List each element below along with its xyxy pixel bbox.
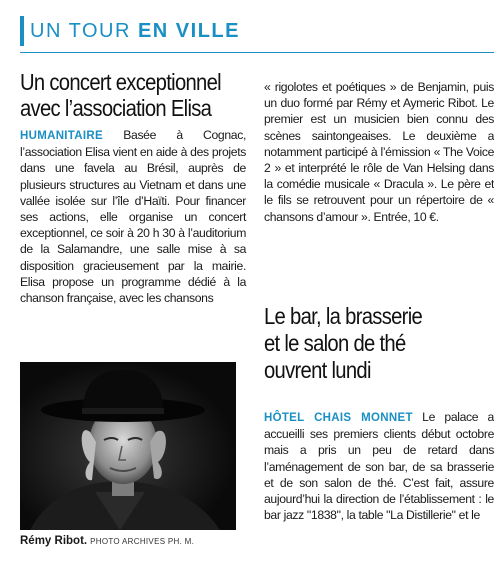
article2-headline — [264, 303, 466, 384]
article2-title-line3: ouvrent lundi — [264, 357, 371, 383]
article2-body-column — [264, 409, 494, 523]
caption-name: Rémy Ribot. — [20, 535, 88, 547]
article2-paragraph — [264, 409, 494, 523]
rubric-bar — [20, 16, 24, 46]
section-title — [30, 20, 240, 43]
article2-title-line2: et le salon de thé — [264, 330, 406, 356]
rubric-divider — [20, 52, 494, 53]
article2-kicker: HÔTEL CHAIS MONNET — [264, 412, 413, 424]
article1-body-left-paragraph — [20, 127, 246, 306]
article1-left-column — [20, 69, 246, 306]
article1-body-right: « rigolotes et poétiques » de Benjamin, puis un duo formé par Rémy et Aymeric Ribot. Le premier est un musicien bien connu des scènes saintongeaises. Le deuxième a notamment participé à l’émission « The Voice 2 » et interprété le rôle de Van Helsing dans la comédie musicale « Dracula ». Le père et le fils se retrouvent pour un répertoire de « chansons d’amour ». Entrée, 10 €. — [264, 80, 494, 224]
article1-body-left: Basée à Cognac, l’association Elisa vient en aide à des projets dans une favela au Brésil, auprès de plusieurs structures au Vietnam et dans une vallée isolée sur l’île d’Haïti. Pour financer ses actions, elle organise un concert exceptionnel, ce soir à 20 h 30 à l’auditorium de la Salamandre, une salle mise à sa disposition gracieusement par la mairie. Elisa propose un programme dédié à la chanson française, avec les chansons — [20, 128, 246, 306]
article1-title-line2: avec l’association Elisa — [20, 95, 212, 121]
section-suffix: EN VILLE — [137, 19, 240, 42]
section-prefix: UN TOUR — [30, 19, 131, 42]
article1-headline — [20, 69, 219, 121]
article1-title-line1: Un concert exceptionnel — [20, 69, 221, 95]
section-rubric — [20, 14, 240, 48]
portrait-image — [20, 362, 236, 530]
article1-kicker: HUMANITAIRE — [20, 130, 103, 142]
caption-credit: PHOTO ARCHIVES PH. M. — [90, 537, 195, 546]
article2-body: Le palace a accueilli ses premiers clients début octobre mais a pris un peu de retard dans l’aménagement de son bar, de sa brasserie et de son salon de thé. C’est fait, assure aujourd’hui la direction de l’établissement : le bar jazz "1838", la table "La Distillerie" et le — [264, 410, 494, 523]
article1-photo — [20, 362, 236, 530]
article2-title-line1: Le bar, la brasserie — [264, 303, 423, 329]
article1-right-column — [264, 79, 494, 225]
photo-caption — [20, 535, 194, 547]
article2-header — [264, 303, 494, 384]
